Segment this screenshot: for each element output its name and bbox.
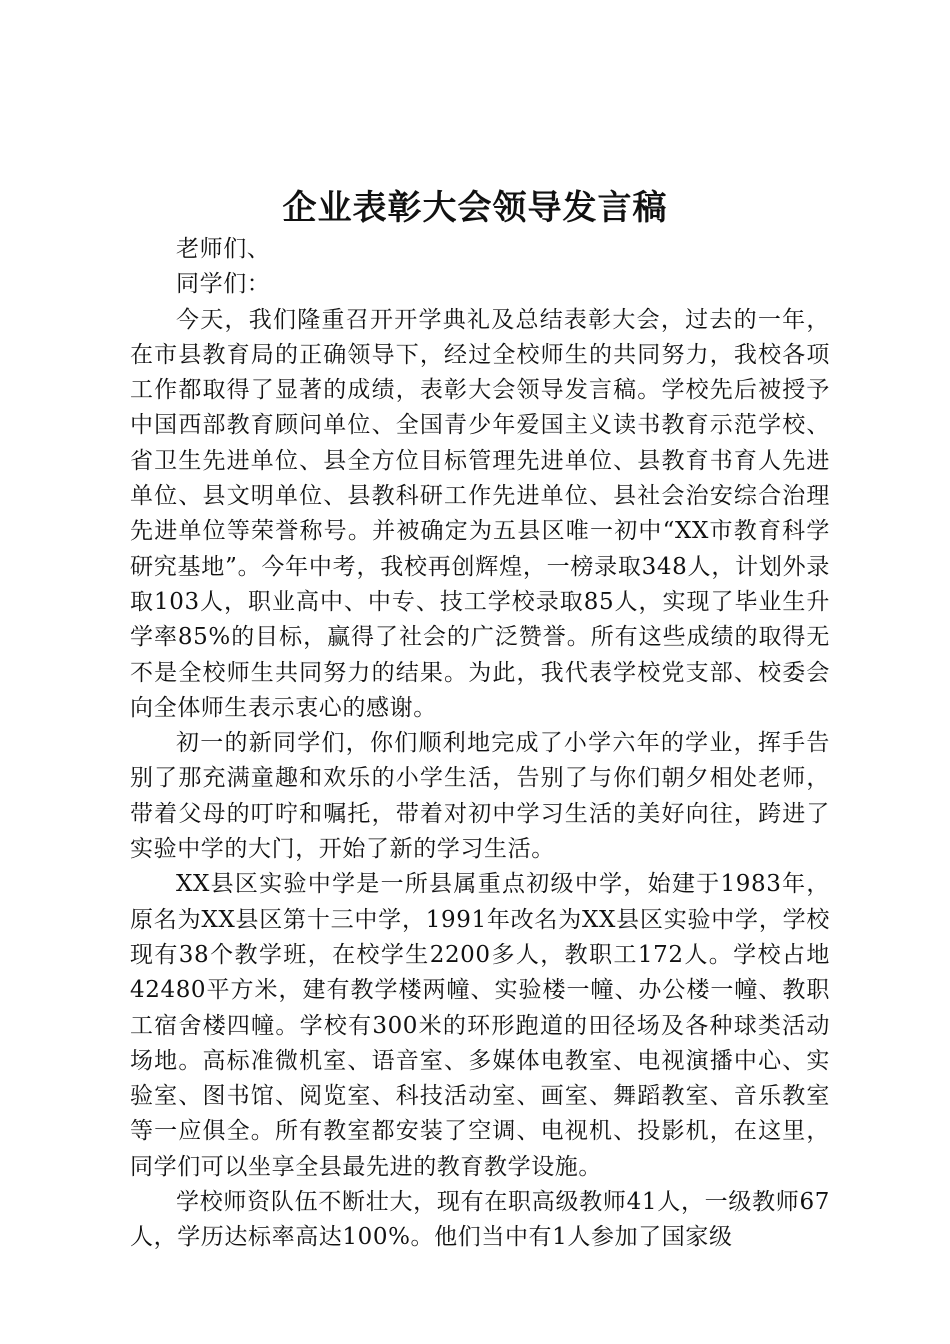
paragraph-teachers: 学校师资队伍不断壮大，现有在职高级教师41人，一级教师67人，学历达标率高达100%。他们当中有1人参加了国家级 <box>130 1189 830 1251</box>
paragraph-achievements: 今天，我们隆重召开开学典礼及总结表彰大会，过去的一年，在市县教育局的正确领导下，经过全校师生的共同努力，我校各项工作都取得了显著的成绩，表彰大会领导发言稿。学校先后被授予中国西部教育顾问单位、全国青少年爱国主义读书教育示范学校、省卫生先进单位、县全方位目标管理先进单位、县教育书育人先进单位、县文明单位、县教科研工作先进单位、县社会治安综合治理先进单位等荣誉称号。并被确定为五县区唯一初中“XX市教育科学研究基地”。今年中考，我校再创辉煌，一榜录取348人，计划外录取103人，职业高中、中专、技工学校录取85人，实现了毕业生升学率85%的目标，赢得了社会的广泛赞誉。所有这些成绩的取得无不是全校师生共同努力的结果。为此，我代表学校党支部、校委会向全体师生表示衷心的感谢。 <box>130 306 830 721</box>
greeting-students: 同学们： <box>176 271 271 298</box>
document-title: 企业表彰大会领导发言稿 <box>282 188 668 228</box>
paragraph-school-intro: XX县区实验中学是一所县属重点初级中学，始建于1983年，原名为XX县区第十三中学，1991年改名为XX县区实验中学，学校现有38个教学班，在校学生2200多人，教职工172人。学校占地42480平方米，建有教学楼两幢、实验楼一幢、办公楼一幢、教职工宿舍楼四幢。学校有300米的环形跑道的田径场及各种球类活动场地。高标准微机室、语音室、多媒体电教室、电视演播中心、实验室、图书馆、阅览室、科技活动室、画室、舞蹈教室、音乐教室等一应俱全。所有教室都安装了空调、电视机、投影机，在这里，同学们可以坐享全县最先进的教育教学设施。 <box>130 871 830 1180</box>
document-body <box>130 232 830 1256</box>
paragraph-new-students: 初一的新同学们，你们顺利地完成了小学六年的学业，挥手告别了那充满童趣和欢乐的小学生活，告别了与你们朝夕相处老师，带着父母的叮咛和嘱托，带着对初中学习生活的美好向往，跨进了实验中学的大门，开始了新的学习生活。 <box>130 730 830 863</box>
greeting-teachers: 老师们、 <box>176 236 271 262</box>
